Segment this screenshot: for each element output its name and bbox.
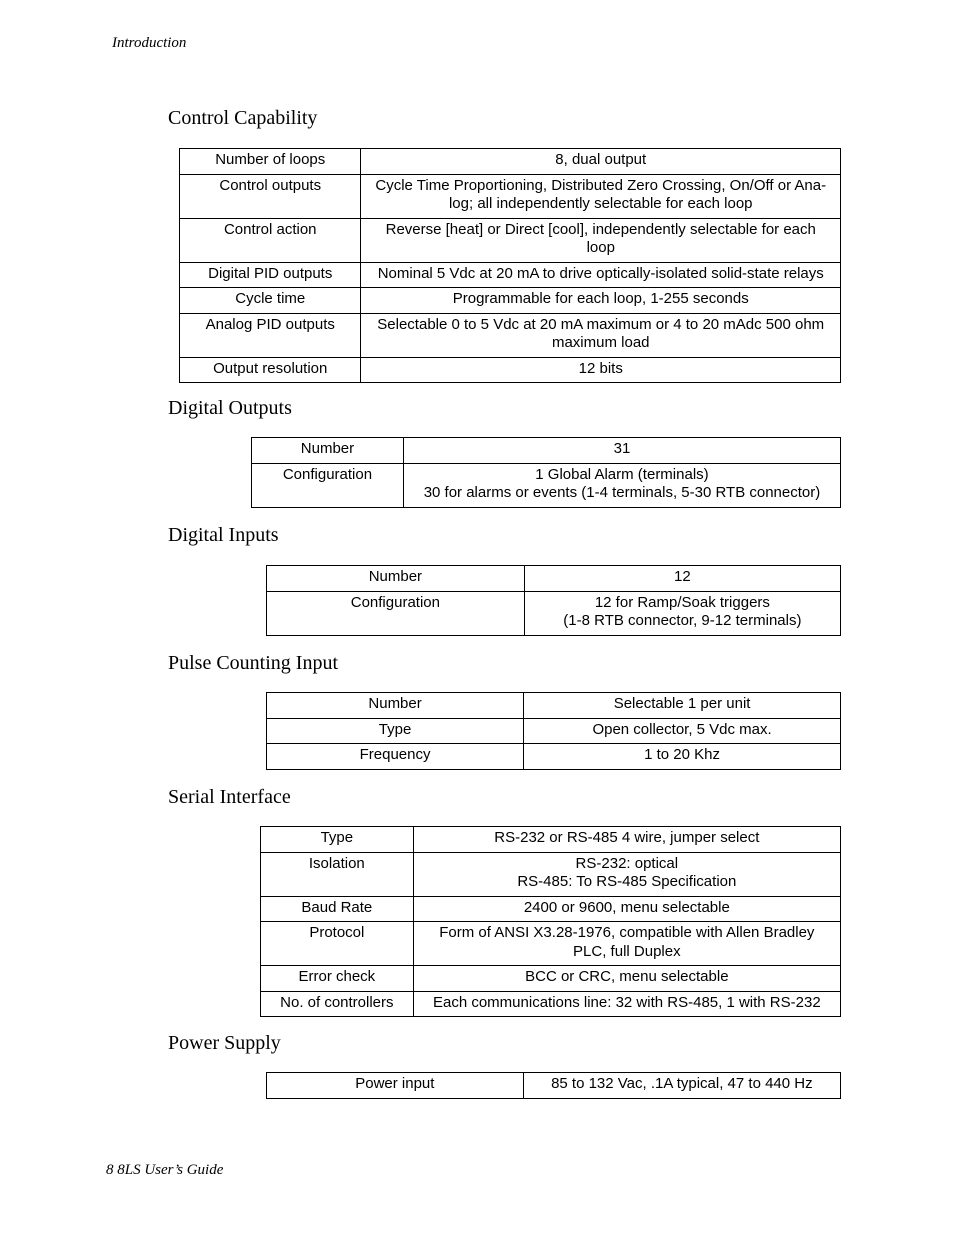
spec-value-cell: 1 to 20 Khz [524, 744, 841, 770]
spec-value-cell: BCC or CRC, menu selectable [413, 966, 840, 992]
spec-value-cell: 12 bits [361, 357, 841, 383]
table-row [180, 357, 841, 383]
section-title-control-capability: Control Capability [168, 107, 318, 129]
spec-label-cell: Output resolution [180, 357, 361, 383]
spec-value-cell: Reverse [heat] or Direct [cool], independently selectable for each loop [361, 218, 841, 262]
spec-value-cell: Each communications line: 32 with RS-485, 1 with RS-232 [413, 991, 840, 1017]
spec-value-cell: Open collector, 5 Vdc max. [524, 718, 841, 744]
spec-label-cell: Control outputs [180, 174, 361, 218]
spec-value-cell: 12 [524, 566, 840, 592]
spec-table-pulse-counting-input [266, 692, 841, 770]
spec-value-cell: RS-232: optical RS-485: To RS-485 Specification [413, 852, 840, 896]
spec-value-cell: 2400 or 9600, menu selectable [413, 896, 840, 922]
table-row [180, 262, 841, 288]
spec-value-cell: 1 Global Alarm (terminals) 30 for alarms or events (1-4 terminals, 5-30 RTB connector) [403, 463, 840, 507]
table-row [261, 827, 841, 853]
table-row [261, 922, 841, 966]
section-title-pulse-counting-input: Pulse Counting Input [168, 652, 339, 674]
table-row [180, 174, 841, 218]
spec-label-cell: Number of loops [180, 149, 361, 175]
spec-value-cell: Form of ANSI X3.28-1976, compatible with Allen Bradley PLC, full Duplex [413, 922, 840, 966]
spec-value-cell: RS-232 or RS-485 4 wire, jumper select [413, 827, 840, 853]
section-title-power-supply: Power Supply [168, 1032, 281, 1054]
table-row [267, 566, 841, 592]
spec-label-cell: Error check [261, 966, 414, 992]
spec-value-cell: Nominal 5 Vdc at 20 mA to drive optically-isolated solid-state relays [361, 262, 841, 288]
spec-label-cell: Protocol [261, 922, 414, 966]
table-row [261, 966, 841, 992]
table-row [267, 693, 841, 719]
spec-label-cell: Cycle time [180, 288, 361, 314]
section-title-digital-inputs: Digital Inputs [168, 524, 279, 546]
table-row [252, 463, 841, 507]
table-row [267, 591, 841, 635]
spec-table-digital-outputs [251, 437, 841, 508]
spec-value-cell: 85 to 132 Vac, .1A typical, 47 to 440 Hz [523, 1073, 840, 1099]
spec-label-cell: Digital PID outputs [180, 262, 361, 288]
spec-label-cell: Baud Rate [261, 896, 414, 922]
table-row [252, 438, 841, 464]
running-header: Introduction [112, 35, 187, 51]
spec-table-serial-interface [260, 826, 841, 1017]
spec-label-cell: Analog PID outputs [180, 313, 361, 357]
spec-value-cell: Selectable 1 per unit [524, 693, 841, 719]
table-row [261, 991, 841, 1017]
section-title-serial-interface: Serial Interface [168, 786, 291, 808]
spec-value-cell: 31 [403, 438, 840, 464]
table-row [180, 149, 841, 175]
spec-label-cell: Frequency [267, 744, 524, 770]
spec-label-cell: Isolation [261, 852, 414, 896]
section-title-digital-outputs: Digital Outputs [168, 397, 292, 419]
running-footer: 8 8LS User’s Guide [106, 1162, 224, 1178]
spec-label-cell: Number [252, 438, 404, 464]
table-row [267, 744, 841, 770]
spec-value-cell: Cycle Time Proportioning, Distributed Zero Crossing, On/Off or Ana- log; all independently selectable for each loop [361, 174, 841, 218]
spec-label-cell: Power input [267, 1073, 524, 1099]
spec-table-digital-inputs [266, 565, 841, 636]
spec-label-cell: Number [267, 566, 525, 592]
table-row [180, 313, 841, 357]
spec-label-cell: Number [267, 693, 524, 719]
table-row [180, 218, 841, 262]
table-row [180, 288, 841, 314]
spec-value-cell: 8, dual output [361, 149, 841, 175]
spec-table-power-supply [266, 1072, 841, 1099]
spec-value-cell: Selectable 0 to 5 Vdc at 20 mA maximum or 4 to 20 mAdc 500 ohm maximum load [361, 313, 841, 357]
table-row [267, 1073, 841, 1099]
spec-label-cell: Control action [180, 218, 361, 262]
table-row [261, 896, 841, 922]
spec-value-cell: Programmable for each loop, 1-255 seconds [361, 288, 841, 314]
spec-label-cell: Configuration [267, 591, 525, 635]
spec-table-control-capability [179, 148, 841, 383]
spec-label-cell: Configuration [252, 463, 404, 507]
table-row [261, 852, 841, 896]
spec-label-cell: No. of controllers [261, 991, 414, 1017]
spec-label-cell: Type [267, 718, 524, 744]
table-row [267, 718, 841, 744]
spec-value-cell: 12 for Ramp/Soak triggers (1-8 RTB connector, 9-12 terminals) [524, 591, 840, 635]
spec-label-cell: Type [261, 827, 414, 853]
